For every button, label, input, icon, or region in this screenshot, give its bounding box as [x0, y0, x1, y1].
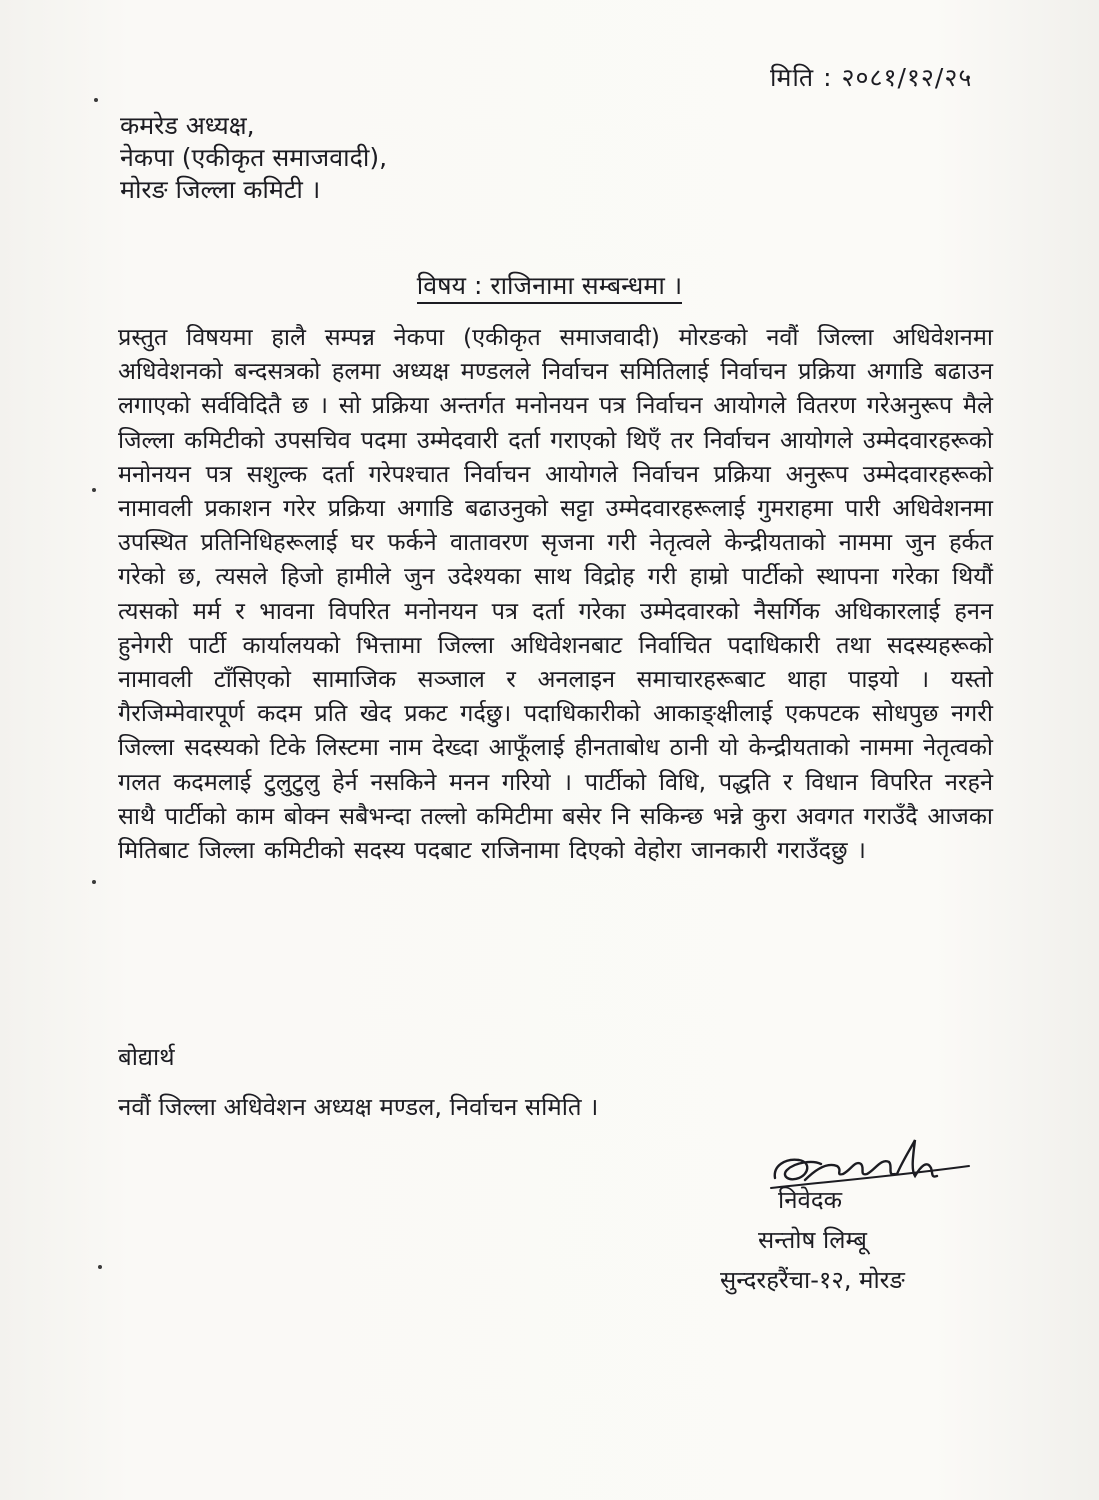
letter-body: प्रस्तुत विषयमा हालै सम्पन्न नेकपा (एकीकृत समाजवादी) मोरङको नवौं जिल्ला अधिवेशनमा अधिवेशनको बन्दसत्रको हलमा अध्यक्ष मण्डलले निर्वाचन समितिलाई निर्वाचन प्रक्रिया अगाडि बढाउन लगाएको सर्वविदितै छ । सो प्रक्रिया अन्तर्गत मनोनयन पत्र निर्वाचन आयोगले वितरण गरेअनुरूप मैले जिल्ला कमिटीको उपसचिव पदमा उम्मेदवारी दर्ता गराएको थिएँ तर निर्वाचन आयोगले उम्मेदवारहरूको मनोनयन पत्र सशुल्क दर्ता गरेपश्चात निर्वाचन आयोगले निर्वाचन प्रक्रिया अनुरूप उम्मेदवारहरूको नामावली प्रकाशन गरेर प्रक्रिया अगाडि बढाउनुको सट्टा उम्मेदवारहरूलाई गुमराहमा पारी अधिवेशनमा उपस्थित प्रतिनिधिहरूलाई घर फर्कने वातावरण सृजना गरी नेतृत्वले केन्द्रीयताको नाममा जुन हर्कत गरेको छ, त्यसले हिजो हामीले जुन उदेश्यका साथ विद्रोह गरी हाम्रो पार्टीको स्थापना गरेका थियौं त्यसको मर्म र भावना विपरित मनोनयन पत्र दर्ता गरेका उम्मेदवारको नैसर्गिक अधिकारलाई हनन हुनेगरी पार्टी कार्यालयको भित्तामा जिल्ला अधिवेशनबाट निर्वाचित पदाधिकारी तथा सदस्यहरूको नामावली टाँसिएको सामाजिक सञ्जाल र अनलाइन समाचारहरूबाट थाहा पाइयो । यस्तो गैरजिम्मेवारपूर्ण कदम प्रति खेद प्रकट गर्दछु। पदाधिकारीको आकाङ्क्षीलाई एकपटक सोधपुछ नगरी जिल्ला सदस्यको टिके लिस्टमा नाम देख्दा आफूँलाई हीनताबोध ठानी यो केन्द्रीयताको नाममा नेतृत्वको गलत कदमलाई टुलुटुलु हेर्न नसकिने मनन गरियो । पार्टीको विधि, पद्धति र विधान विपरित नरहने साथै पार्टीको काम बोक्न सबैभन्दा तल्लो कमिटीमा बसेर नि सकिन्छ भन्ने कुरा अवगत गराउँदै आजका मितिबाट जिल्ला कमिटीको सदस्य पदबाट राजिनामा दिएको वेहोरा जानकारी गराउँदछु ।	[118, 323, 993, 865]
sender-address: सुन्दरहरैंचा-१२, मोरङ	[720, 1266, 905, 1294]
subject-text: विषय : राजिनामा सम्बन्धमा ।	[417, 271, 683, 304]
paper-speck	[92, 488, 96, 492]
paper-speck	[92, 880, 96, 884]
letter-date: मिति : २०८१/१२/२५	[770, 63, 973, 92]
recipient-address	[120, 110, 387, 206]
recipient-line-1: कमरेड अध्यक्ष,	[120, 111, 255, 140]
recipient-line-2: नेकपा (एकीकृत समाजवादी),	[120, 143, 388, 172]
sender-name: सन्तोष लिम्बू	[758, 1226, 868, 1254]
recipient-line-3: मोरङ जिल्ला कमिटी ।	[120, 175, 321, 204]
paper-speck	[94, 98, 98, 102]
cc-recipient: नवौं जिल्ला अधिवेशन अध्यक्ष मण्डल, निर्वाचन समिति ।	[118, 1093, 599, 1121]
sender-block	[720, 1180, 950, 1300]
sender-label: निवेदक	[778, 1186, 843, 1214]
paper-speck	[98, 1265, 102, 1269]
cc-heading: बोद्यार्थ	[118, 1043, 175, 1071]
subject-line	[0, 268, 1099, 302]
